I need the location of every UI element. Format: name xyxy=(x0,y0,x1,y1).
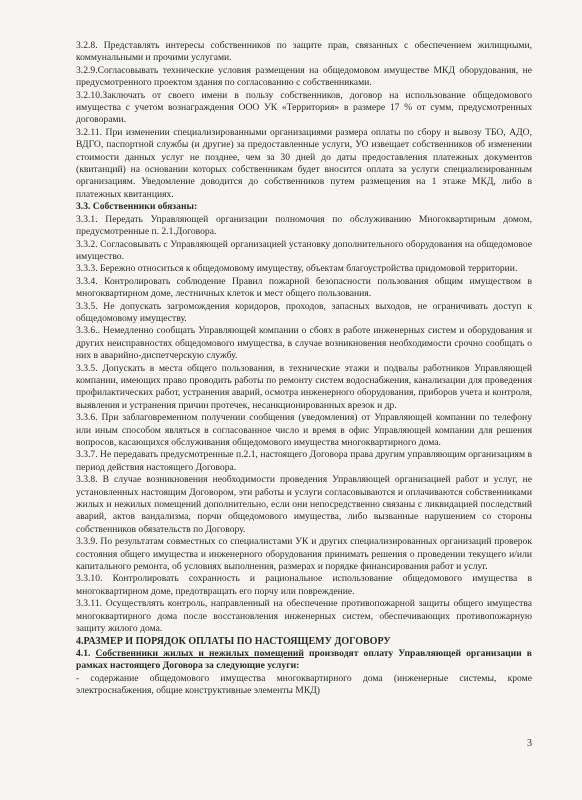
clause-3-3-10: 3.3.10. Контролировать сохранность и рациональное использование общедомового имущества в многоквартирном доме, предотвращать его порчу или повреждение. xyxy=(76,573,532,597)
clause-3-3-6a: 3.3.6.. Немедленно сообщать Управляющей компании о сбоях в работе инженерных систем и оборудования и других неисправностях общедомового имущества, в случае возникновения необходимости срочно сообщать о них в аварийно-диспетчерскую службу. xyxy=(76,325,532,362)
list-item-maintenance: - содержание общедомового имущества многоквартирного дома (инженерные системы, кроме электроснабжения, общие конструктивные элементы МКД) xyxy=(76,672,532,697)
section-3-3-title: 3.3. Собственники обязаны: xyxy=(76,201,198,213)
clause-4-1 xyxy=(76,648,532,673)
clause-3-3-11: 3.3.11. Осуществлять контроль, направленный на обеспечение противопожарной защиты общего имущества многоквартирного дома после восстановления инженерных систем, обеспечивающих противопожарную защиту жилого дома. xyxy=(76,598,532,635)
clause-3-3-8: 3.3.8. В случае возникновения необходимости проведения Управляющей организацией работ и услуг, не установленных настоящим Договором, эти работы и услуги согласовываются и оплачиваются собственниками жилых и нежилых помещений дополнительно, если они непосредственно связаны с ликвидацией последствий аварий, актов вандализма, порчи общедомового имущества, либо вызванные нарушением со стороны собственников обязательств по Договору. xyxy=(76,474,532,535)
clause-3-2-9: 3.2.9.Согласовывать технические условия размещения на общедомовом имуществе МКД оборудования, не предусмотренного проектом здания по согласованию с собственниками. xyxy=(76,64,532,89)
page-number: 3 xyxy=(527,738,532,749)
clause-3-3-5b: 3.3.5. Допускать в места общего пользования, в технические этажи и подвалы работников Управляющей компании, имеющих право проводить работы по ремонту систем водоснабжения, канализации для проведения профилактических работ, устранения аварий, осмотра инженерного оборудования, приборов учета и контроля, выявления и устранения причин протечек, несанкционированных врезок и др. xyxy=(76,362,532,411)
clause-4-1-text: производят оплату Управляющей организации в рамках настоящего Договора за следующие услуги: xyxy=(76,647,532,672)
clause-3-3-3: 3.3.3. Бережно относиться к общедомовому имуществу, объектам благоустройства придомовой территории. xyxy=(76,263,518,275)
clause-4-1-subject: Собственники жилых и нежилых помещений xyxy=(95,647,304,659)
clause-3-3-9: 3.3.9. По результатам совместных со специалистами УК и других специализированных организаций проверок состояния общего имущества и инженерного оборудования принимать решения о проведении текущего и/или капитального ремонта, об условиях выполнения, размерах и порядке финансирования работ и услуг. xyxy=(76,536,532,573)
clause-3-3-6b: 3.3.6. При заблаговременном получении сообщения (уведомления) от Управляющей компании по телефону или иным способом являться в согласованное число и время в офис Управляющей компании для решения вопросов, касающихся обслуживания общедомового имущества многоквартирного дома. xyxy=(76,412,532,448)
clause-3-2-8: 3.2.8. Представлять интересы собственников по защите прав, связанных с обеспечением жилищными, коммунальными и прочими услугами. xyxy=(76,40,532,64)
clause-3-3-2: 3.3.2. Согласовывать с Управляющей организацией установку дополнительного оборудования на общедомовое имущество. xyxy=(76,238,532,262)
clause-3-3-7: 3.3.7. Не передавать предусмотренные п.2.1, настоящего Договора права другим управляющим организациям в период действия настоящего Договора. xyxy=(76,449,532,473)
clause-3-3-1: 3.3.1. Передать Управляющей организации полномочия по обслуживанию Многоквартирным домом, предусмотренные п. 2.1.Договора. xyxy=(76,213,532,238)
clause-3-3-4: 3.3.4. Контролировать соблюдение Правил пожарной безопасности пользования общим имуществом в многоквартирном доме, лестничных клеток и мест общего пользования. xyxy=(76,275,532,300)
section-4-title: 4.РАЗМЕР И ПОРЯДОК ОПЛАТЫ ПО НАСТОЯЩЕМУ ДОГОВОРУ xyxy=(76,635,391,647)
document-body xyxy=(76,40,532,698)
clause-3-2-11: 3.2.11. При изменении специализированными организациями размера оплаты по сбору и вывозу ТБО, АДО, ВДГО, паспортной службы (и другие) за предоставленные услуги, УО извещает собственников об изменении стоимости данных услуг не позднее, чем за 30 дней до даты предоставления платежных документов (квитанций) на основании которых собственникам будет вносится оплата за услуги специализированным организациям. Уведомление доводится до собственников путем размещения на 1 этаже МКД, либо в платежных квитанциях. xyxy=(76,126,532,200)
clause-3-2-10: 3.2.10.Заключать от своего имени в пользу собственников, договор на использование общедомового имущества с учетом вознаграждения ООО УК «Территория» в размере 17 % от сумм, предусмотренных договорами. xyxy=(76,89,532,126)
clause-4-1-number: 4.1. xyxy=(76,647,91,659)
clause-3-3-5: 3.3.5. Не допускать загромождения коридоров, проходов, запасных выходов, не ограничивать доступ к общедомовому имуществу. xyxy=(76,300,532,324)
